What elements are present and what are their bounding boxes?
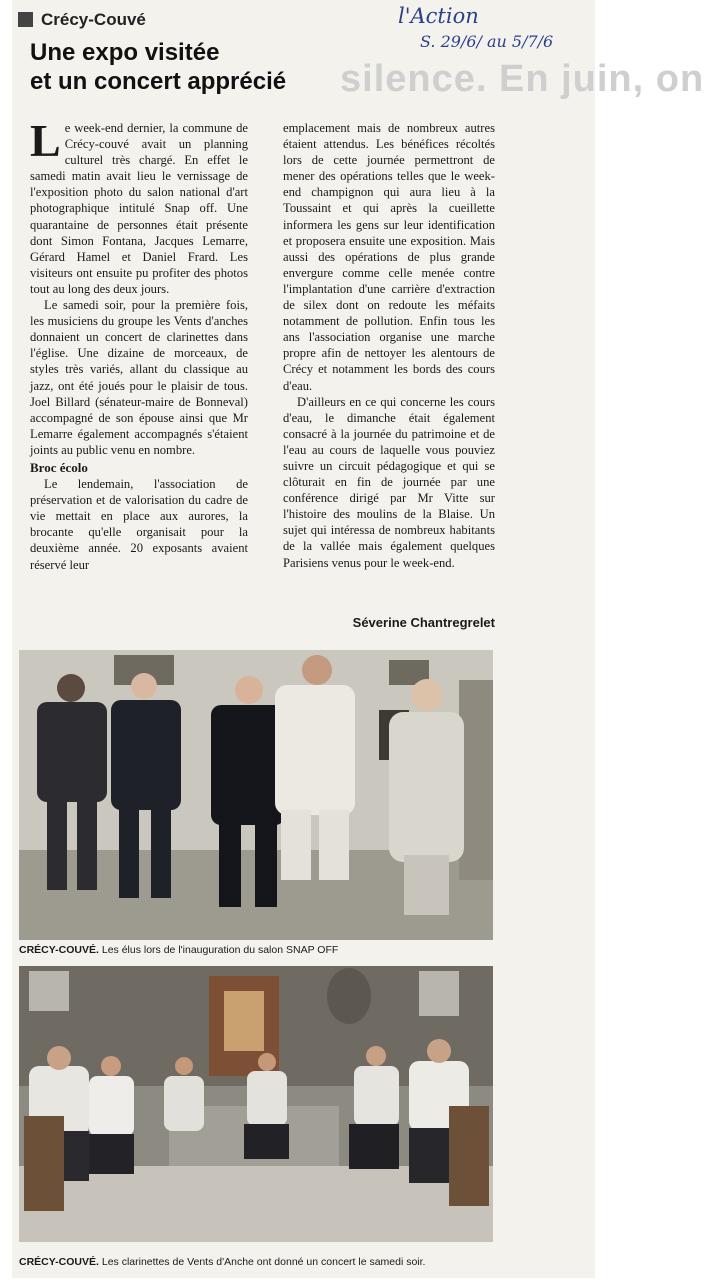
article-paragraph: Le samedi soir, pour la première fois, les musiciens du groupe les Vents d'anches donnaient un concert de clarinettes dans l'église. Une dizaine de morceaux, de styles très variés, allant du classique au jazz, ont été joués pour le plaisir de tous. Joel Billard (sénateur-maire de Bonneval) accompagné de son épouse ainsi que Mr Lemarre également accompagnés s'étaient joints au public venu en nombre.	[30, 298, 248, 457]
article-paragraph: D'ailleurs en ce qui concerne les cours d'eau, le dimanche était également consacré à la journée du patrimoine et de l'eau au cours de laquelle vous pouviez suivre un circuit pédagogique et qui se clôturait en fin de journée par une conférence dirigé par Mr Vitte sur l'histoire des moulins de la Blaise. Un sujet qui intéressa de nombreux habitants de la vallée mais également quelques Parisiens venus pour le week-end.	[283, 394, 495, 570]
headline-line-1: Une expo visitée	[30, 39, 220, 66]
photo-concert	[19, 966, 493, 1242]
handwritten-publication: l'Action	[398, 4, 479, 28]
handwritten-note	[398, 4, 578, 51]
photo-officials-image	[19, 650, 493, 940]
article-column-2	[283, 120, 495, 571]
drop-cap: L	[30, 115, 61, 166]
article-paragraph: Le week-end dernier, la commune de Crécy-couvé avait un planning culturel très chargé. En effet le samedi matin avait lieu le vernissage de l'exposition photo du salon national d'art photographique intitulé Snap off. Une quarantaine de personnes était présente dont Simon Fontana, Jacques Lemarre, Gérard Hamel et Daniel Frard. Les visiteurs ont ensuite pu profiter des photos tout au long des deux jours.	[30, 115, 248, 296]
photo-officials-caption	[19, 944, 499, 956]
caption-text: Les élus lors de l'inauguration du salon SNAP OFF	[98, 944, 339, 956]
caption-place: CRÉCY-COUVÉ.	[19, 944, 99, 956]
photo-concert-caption	[19, 1256, 499, 1268]
headline-line-2: et un concert apprécié	[30, 68, 287, 95]
handwritten-dates: S. 29/6/ au 5/7/6	[420, 32, 554, 51]
bleed-through-headline: silence. En juin, on	[340, 58, 704, 100]
rubric-label: Crécy-Couvé	[41, 10, 146, 29]
article-paragraph: emplacement mais de nombreux autres étaient attendus. Les bénéfices récoltés lors de cette journée permettront de mener des opérations telles que le week-end champignon qui aura lieu à la Toussaint et qui après la cueillette informera les gens sur leur identification et proposera ensuite une exposition. Mais aussi des opérations de plus grande envergure comme celle menée contre l'implantation d'une carrière d'extraction de silex dont on redoute les méfaits notamment de pollution. Enfin tous les ans l'association organise une marche propre afin de nettoyer les alentours de Crécy et notamment les bords des cours d'eau.	[283, 121, 495, 393]
article-subhead: Broc écolo	[30, 459, 88, 475]
rubric-square-icon	[18, 12, 33, 27]
headline	[30, 38, 320, 96]
photo-concert-image	[19, 966, 493, 1242]
caption-text: Les clarinettes de Vents d'Anche ont donné un concert le samedi soir.	[98, 1256, 426, 1268]
article-column-1	[30, 115, 248, 573]
photo-officials	[19, 650, 493, 940]
article-paragraph: Le lendemain, l'association de préservation et de valorisation du cadre de vie mettait en place aux aurores, la brocante qu'elle organisait pour la deuxième année. 20 exposants avaient réservé leur	[30, 477, 248, 572]
author-signature: Séverine Chantregrelet	[352, 615, 495, 630]
section-rubric	[18, 10, 146, 30]
caption-place: CRÉCY-COUVÉ.	[19, 1256, 99, 1268]
